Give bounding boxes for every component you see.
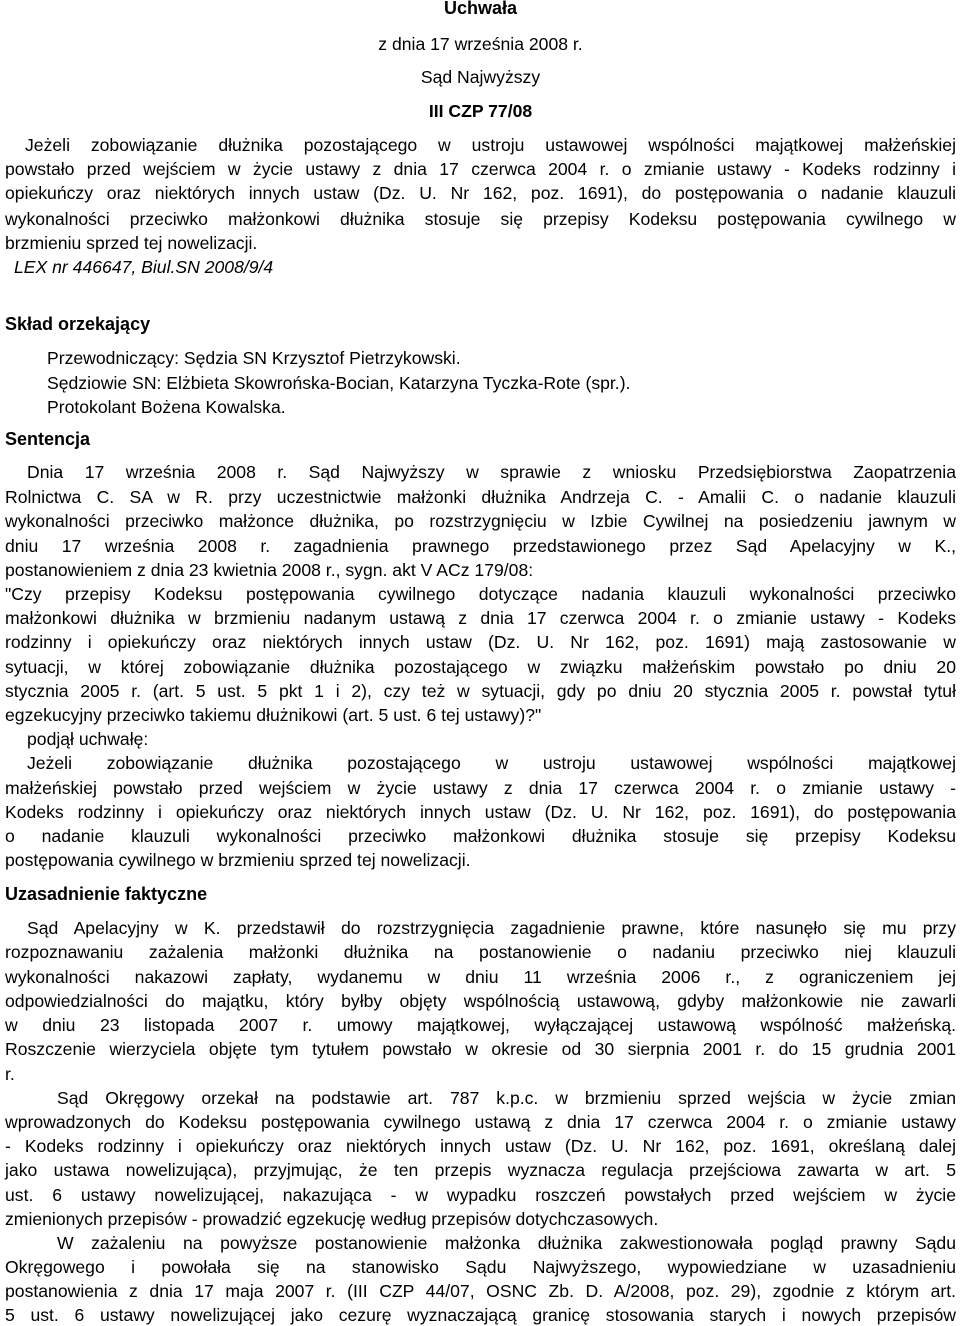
facts-line: odpowiedzialności do majątku, który byłby objęty wspólnością ustawową, gdyby małżonkowie nie zawarli [5,991,956,1011]
sentence-line: podjął uchwałę: [27,729,149,749]
composition-heading: Skład orzekający [5,314,151,334]
facts-line: Sąd Apelacyjny w K. przedstawił do rozstrzygnięcia zagadnienie prawne, które nasunęło się mu przy [27,918,956,938]
thesis-line: wykonalności przeciwko małżonkowi dłużnika stosuje się przepisy Kodeksu postępowania cywilnego w [5,209,956,229]
sentence-line: Dnia 17 września 2008 r. Sąd Najwyższy w sprawie z wniosku Przedsiębiorstwa Zaopatrzenia [27,462,956,482]
sentence-line: Kodeks rodzinny i opiekuńczy oraz niektórych innych ustaw (Dz. U. Nr 162, poz. 1691), do postępowania [5,802,956,822]
facts-line: w dniu 23 listopada 2007 r. umowy majątkowej, wyłączającej ustawową wspólność małżeńską. [5,1015,956,1035]
lex-reference: LEX nr 446647, Biul.SN 2008/9/4 [14,257,274,277]
facts-line: 5 ust. 6 ustawy nowelizującej jako cezurę wyznaczającą granicę stosowania starych i nowych przepisów [5,1305,956,1325]
facts-line: zmienionych przepisów - prowadzić egzekucję według przepisów dotychczasowych. [5,1209,659,1229]
sentence-line: małżonkowi dłużnika w brzmieniu nadanym ustawą z dnia 17 czerwca 2004 r. o zmianie ustawy - Kodeks [5,608,956,628]
sentence-line: o nadanie klauzuli wykonalności przeciwko małżonkowi dłużnika stosuje się przepisy Kodeksu [5,826,956,846]
composition-line: Przewodniczący: Sędzia SN Krzysztof Pietrzykowski. [47,348,461,368]
thesis-line: Jeżeli zobowiązanie dłużnika pozostającego w ustroju ustawowej wspólności majątkowej małżeńskiej [25,135,956,155]
facts-line: Sąd Okręgowy orzekał na podstawie art. 787 k.p.c. w brzmieniu sprzed wejścia w życie zmian [57,1088,956,1108]
facts-line: postanowienia z dnia 17 maja 2007 r. (III CZP 44/07, OSNC Zb. D. A/2008, poz. 29), zgodnie z którym art. [5,1281,956,1301]
facts-line: jako ustawa nowelizująca), przyjmując, że ten przepis wyznacza regulacja przejściowa zawarta w art. 5 [5,1160,956,1180]
case-number: III CZP 77/08 [428,101,533,121]
sentence-line: egzekucyjny przeciwko takiemu dłużnikowi (art. 5 ust. 6 tej ustawy)?" [5,705,542,725]
facts-line: ust. 6 ustawy nowelizującej, nakazująca - w wypadku roszczeń powstałych przed wejściem w życie [5,1185,956,1205]
thesis-line: opiekuńczy oraz niektórych innych ustaw (Dz. U. Nr 162, poz. 1691), do postępowania o nadanie klauzuli [5,183,956,203]
facts-line: - Kodeks rodzinny i opiekuńczy oraz niektórych innych ustaw (Dz. U. Nr 162, poz. 1691, określaną dalej [5,1136,956,1156]
document-date: z dnia 17 września 2008 r. [378,34,583,54]
sentence-line: Rolnictwa C. SA w R. przy uczestnictwie małżonki dłużnika Andrzeja C. - Amalii C. o nadanie klauzuli [5,487,956,507]
sentence-line: "Czy przepisy Kodeksu postępowania cywilnego dotyczące nadania klauzuli wykonalności przeciwko [5,584,956,604]
sentence-line: wykonalności przeciwko małżonce dłużnika, po rozstrzygnięciu w Izbie Cywilnej na posiedzeniu jawnym w [5,511,956,531]
facts-line: wykonalności nakazowi zapłaty, wydanemu w dniu 11 września 2006 r., z ograniczeniem jej [5,967,956,987]
composition-line: Sędziowie SN: Elżbieta Skowrońska-Bocian, Katarzyna Tyczka-Rote (spr.). [47,373,631,393]
facts-line: Roszczenie wierzyciela objęte tym tytułem powstało w okresie od 30 sierpnia 2001 r. do 15 grudnia 2001 [5,1039,956,1059]
sentence-line: Jeżeli zobowiązanie dłużnika pozostającego w ustroju ustawowej wspólności majątkowej [27,753,956,773]
facts-line: W zażaleniu na powyższe postanowienie małżonka dłużnika zakwestionowała pogląd prawny Sądu [57,1233,956,1253]
sentence-line: postanowieniem z dnia 23 kwietnia 2008 r., sygn. akt V ACz 179/08: [5,560,534,580]
composition-line: Protokolant Bożena Kowalska. [47,397,286,417]
sentence-line: stycznia 2005 r. (art. 5 ust. 5 pkt 1 i 2), czy też w sytuacji, gdy po dniu 20 stycznia 2005 r. powstał tytuł [5,681,956,701]
sentence-heading: Sentencja [5,429,91,449]
thesis-line: brzmieniu sprzed tej nowelizacji. [5,233,258,253]
sentence-line: dniu 17 września 2008 r. zagadnienia prawnego przedstawionego przez Sąd Apelacyjny w K., [5,536,956,556]
court-name: Sąd Najwyższy [420,67,541,87]
facts-line: Okręgowego i powołała się na stanowisko Sądu Najwyższego, wypowiedziane w uzasadnieniu [5,1257,956,1277]
facts-line: wprowadzonych do Kodeksu postępowania cywilnego ustawą z dnia 17 czerwca 2004 r. o zmianie ustawy [5,1112,956,1132]
sentence-line: postępowania cywilnego w brzmieniu sprzed tej nowelizacji. [5,850,471,870]
facts-line: rozpoznawaniu zażalenia małżonki dłużnika na postanowienie o nadaniu przeciwko niej klauzuli [5,942,956,962]
sentence-line: małżeńskiej powstało przed wejściem w życie ustawy z dnia 17 czerwca 2004 r. o zmianie ustawy - [5,778,956,798]
facts-heading: Uzasadnienie faktyczne [5,884,208,904]
document-title: Uchwała [443,0,518,18]
sentence-line: sytuacji, w której zobowiązanie dłużnika pozostającego w związku małżeńskim powstało po dniu 20 [5,657,956,677]
facts-line: r. [5,1064,15,1084]
thesis-line: powstało przed wejściem w życie ustawy z dnia 17 czerwca 2004 r. o zmianie ustawy - Kodeks rodzinny i [5,159,956,179]
sentence-line: rodzinny i opiekuńczy oraz niektórych innych ustaw (Dz. U. Nr 162, poz. 1691) mają zastosowanie w [5,632,956,652]
